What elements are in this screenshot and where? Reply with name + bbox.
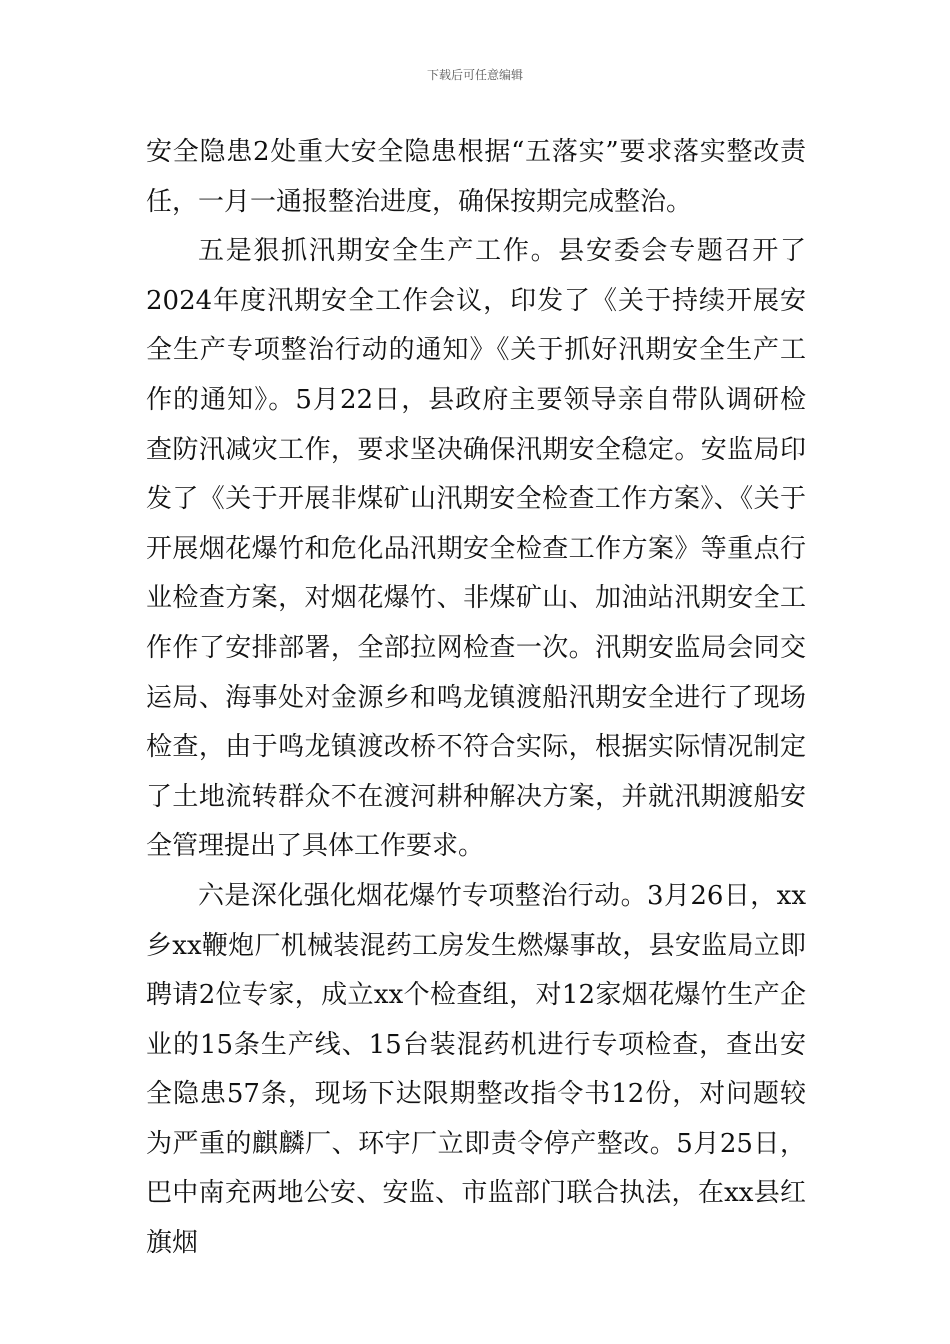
page-header: 下载后可任意编辑 [426, 68, 523, 82]
paragraph-continuation: 安全隐患2处重大安全隐患根据“五落实”要求落实整改责任，一月一通报整治进度，确保按期完成整治。 [146, 137, 806, 217]
paragraph-flood-safety: 五是狠抓汛期安全生产工作。县安委会专题召开了2024年度汛期安全工作会议，印发了《关于持续开展安全生产专项整治行动的通知》《关于抓好汛期安全生产工作的通知》。5月22日，县政府主要领导亲自带队调研检查防汛减灾工作，要求坚决确保汛期安全稳定。安监局印发了《关于开展非煤矿山汛期安全检查工作方案》、《关于开展烟花爆竹和危化品汛期安全检查工作方案》等重点行业检查方案，对烟花爆竹、非煤矿山、加油站汛期安全工作作了安排部署，全部拉网检查一次。汛期安监局会同交运局、海事处对金源乡和鸣龙镇渡船汛期安全进行了现场检查，由于鸣龙镇渡改桥不符合实际，根据实际情况制定了土地流转群众不在渡河耕种解决方案，并就汛期渡船安全管理提出了具体工作要求。 [146, 236, 806, 862]
document-body [146, 128, 806, 1269]
paragraph-fireworks-rectification: 六是深化强化烟花爆竹专项整治行动。3月26日，xx乡xx鞭炮厂机械装混药工房发生燃爆事故，县安监局立即聘请2位专家，成立xx个检查组，对12家烟花爆竹生产企业的15条生产线、15台装混药机进行专项检查，查出安全隐患57条，现场下达限期整改指令书12份，对问题较为严重的麒麟厂、环宇厂立即责令停产整改。5月25日，巴中南充两地公安、安监、市监部门联合执法，在xx县红旗烟 [146, 880, 806, 1259]
